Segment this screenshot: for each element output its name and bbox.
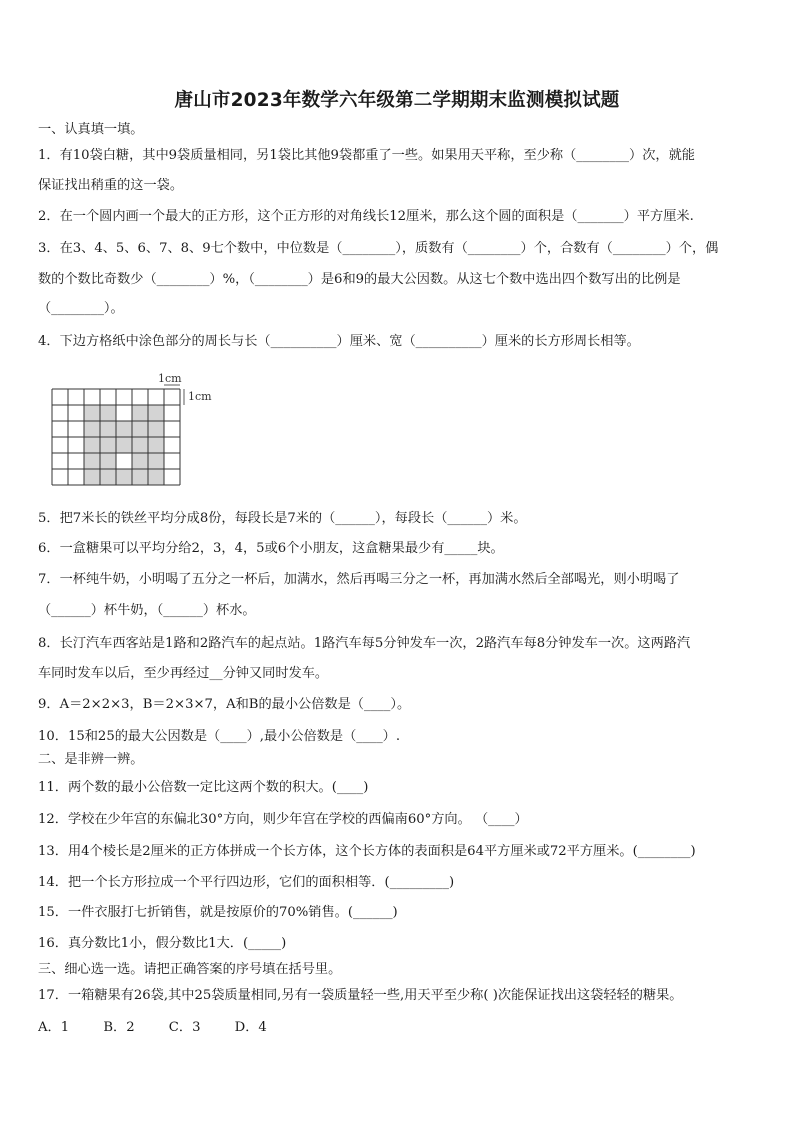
shaded-cell [100, 469, 116, 485]
section-heading-choice: 三、细心选一选。请把正确答案的序号填在括号里。 [38, 962, 342, 977]
question-11: 11．两个数的最小公倍数一定比这两个数的积大。(____) [38, 780, 369, 795]
unit-label-top: 1cm [158, 372, 182, 385]
shaded-cell [84, 453, 100, 469]
shaded-cell [84, 469, 100, 485]
shaded-cell [84, 437, 100, 453]
question-6: 6．一盒糖果可以平均分给2，3，4，5或6个小朋友，这盒糖果最少有_____块。 [38, 541, 504, 556]
shaded-cell [132, 405, 148, 421]
shaded-cell [116, 421, 132, 437]
shaded-cell [148, 469, 164, 485]
question-14: 14．把一个长方形拉成一个平行四边形，它们的面积相等．(_________) [38, 875, 455, 890]
unit-label-right: 1cm [188, 390, 212, 403]
shaded-cell [100, 405, 116, 421]
question-13: 13．用4个棱长是2厘米的正方体拼成一个长方体，这个长方体的表面积是64平方厘米或72平方厘米。(________) [38, 844, 696, 859]
question-3-line-3: （________）。 [38, 301, 124, 316]
question-3-line-1: 3．在3、4、5、6、7、8、9七个数中，中位数是（________），质数有（________）个，合数有（________）个，偶 [38, 241, 719, 256]
option-b: B．2 [103, 1020, 135, 1035]
shaded-cell [132, 421, 148, 437]
shaded-cell [116, 437, 132, 453]
shaded-cell [148, 421, 164, 437]
grid-svg [50, 370, 220, 490]
page-title: 唐山市2023年数学六年级第二学期期末监测模拟试题 [174, 90, 620, 111]
section-heading-true-false: 二、是非辨一辨。 [38, 752, 144, 767]
shaded-cell [100, 453, 116, 469]
question-17: 17．一箱糖果有26袋,其中25袋质量相同,另有一袋质量轻一些,用天平至少称( )次能保证找出这袋轻轻的糖果。 [38, 988, 683, 1003]
question-1-line-2: 保证找出稍重的这一袋。 [38, 178, 184, 193]
shaded-cell [84, 405, 100, 421]
grid-figure [50, 370, 220, 490]
shaded-cell [132, 437, 148, 453]
shaded-region [84, 405, 164, 485]
question-7-line-2: （______）杯牛奶，（______）杯水。 [38, 603, 256, 618]
question-9: 9．A＝2×2×3，B＝2×3×7，A和B的最小公倍数是（____）。 [38, 697, 411, 712]
section-heading-fill-in: 一、认真填一填。 [38, 122, 144, 137]
shaded-cell [84, 421, 100, 437]
shaded-cell [148, 453, 164, 469]
question-10: 10．15和25的最大公因数是（____）,最小公倍数是（____）. [38, 729, 401, 744]
option-d: D．4 [234, 1020, 267, 1035]
shaded-cell [148, 437, 164, 453]
question-2: 2．在一个圆内画一个最大的正方形，这个正方形的对角线长12厘米，那么这个圆的面积是（_______）平方厘米. [38, 209, 694, 224]
question-4: 4．下边方格纸中涂色部分的周长与长（__________）厘米、宽（__________）厘米的长方形周长相等。 [38, 334, 640, 349]
question-5: 5．把7米长的铁丝平均分成8份，每段长是7米的（______），每段长（______）米。 [38, 511, 527, 526]
question-7-line-1: 7．一杯纯牛奶，小明喝了五分之一杯后，加满水，然后再喝三分之一杯，再加满水然后全部喝光，则小明喝了 [38, 572, 680, 587]
question-12: 12．学校在少年宫的东偏北30°方向，则少年宫在学校的西偏南60°方向。 （____） [38, 812, 528, 827]
question-1-line-1: 1．有10袋白糖，其中9袋质量相同，另1袋比其他9袋都重了一些。如果用天平称，至少称（________）次，就能 [38, 148, 695, 163]
question-15: 15．一件衣服打七折销售，就是按原价的70%销售。(______) [38, 905, 398, 920]
question-16: 16．真分数比1小，假分数比1大．(_____) [38, 936, 287, 951]
shaded-cell [132, 469, 148, 485]
shaded-cell [148, 405, 164, 421]
question-17-options [38, 1018, 760, 1038]
option-c: C．3 [168, 1020, 201, 1035]
shaded-cell [132, 453, 148, 469]
shaded-cell [116, 469, 132, 485]
question-3-line-2: 数的个数比奇数少（________）%，（________）是6和9的最大公因数。从这七个数中选出四个数写出的比例是 [38, 272, 681, 287]
shaded-cell [100, 421, 116, 437]
shaded-cell [100, 437, 116, 453]
question-8-line-1: 8．长汀汽车西客站是1路和2路汽车的起点站。1路汽车每5分钟发车一次，2路汽车每8分钟发车一次。这两路汽 [38, 636, 691, 651]
option-a: A．1 [38, 1020, 70, 1035]
question-8-line-2: 车同时发车以后，至少再经过__分钟又同时发车。 [38, 666, 329, 681]
